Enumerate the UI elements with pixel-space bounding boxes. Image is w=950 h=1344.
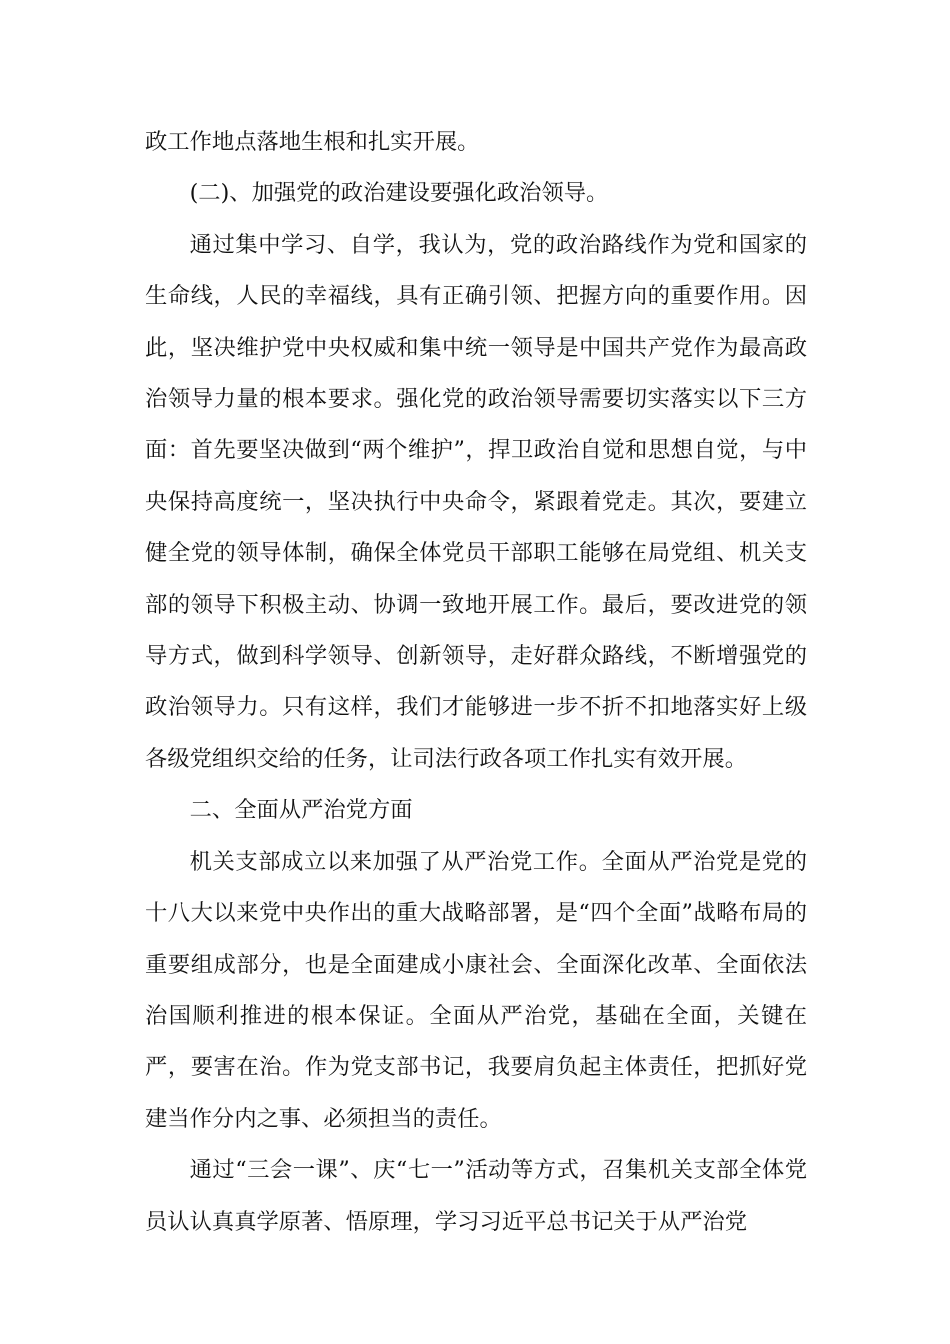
- section-heading-strict-governance: 二、全面从严治党方面: [189, 797, 413, 824]
- paragraph-continuation: 政工作地点落地生根和扎实开展。: [145, 129, 480, 155]
- section-heading-political-leadership: (二)、加强党的政治建设要强化政治领导。: [189, 180, 609, 207]
- document-body: [145, 117, 807, 1248]
- paragraph-study-activities: 通过“三会一课”、庆“七一”活动等方式，召集机关支部全体党员认认真真学原著、悟原理，学习习近平总书记关于从严治党: [145, 1157, 807, 1235]
- paragraph-political-leadership: 通过集中学习、自学，我认为，党的政治路线作为党和国家的生命线，人民的幸福线，具有正确引领、把握方向的重要作用。因此，坚决维护党中央权威和集中统一领导是中国共产党作为最高政治领导力量的根本要求。强化党的政治领导需要切实落实以下三方面：首先要坚决做到“两个维护”，捍卫政治自觉和思想自觉，与中央保持高度统一，坚决执行中央命令，紧跟着党走。其次，要建立健全党的领导体制，确保全体党员干部职工能够在局党组、机关支部的领导下积极主动、协调一致地开展工作。最后，要改进党的领导方式，做到科学领导、创新领导，走好群众路线，不断增强党的政治领导力。只有这样，我们才能够进一步不折不扣地落实好上级各级党组织交给的任务，让司法行政各项工作扎实有效开展。: [145, 231, 807, 772]
- paragraph-strict-governance: 机关支部成立以来加强了从严治党工作。全面从严治党是党的十八大以来党中央作出的重大战略部署，是“四个全面”战略布局的重要组成部分，也是全面建成小康社会、全面深化改革、全面依法治国顺利推进的根本保证。全面从严治党，基础在全面，关键在严，要害在治。作为党支部书记，我要肩负起主体责任，把抓好党建当作分内之事、必须担当的责任。: [145, 848, 807, 1132]
